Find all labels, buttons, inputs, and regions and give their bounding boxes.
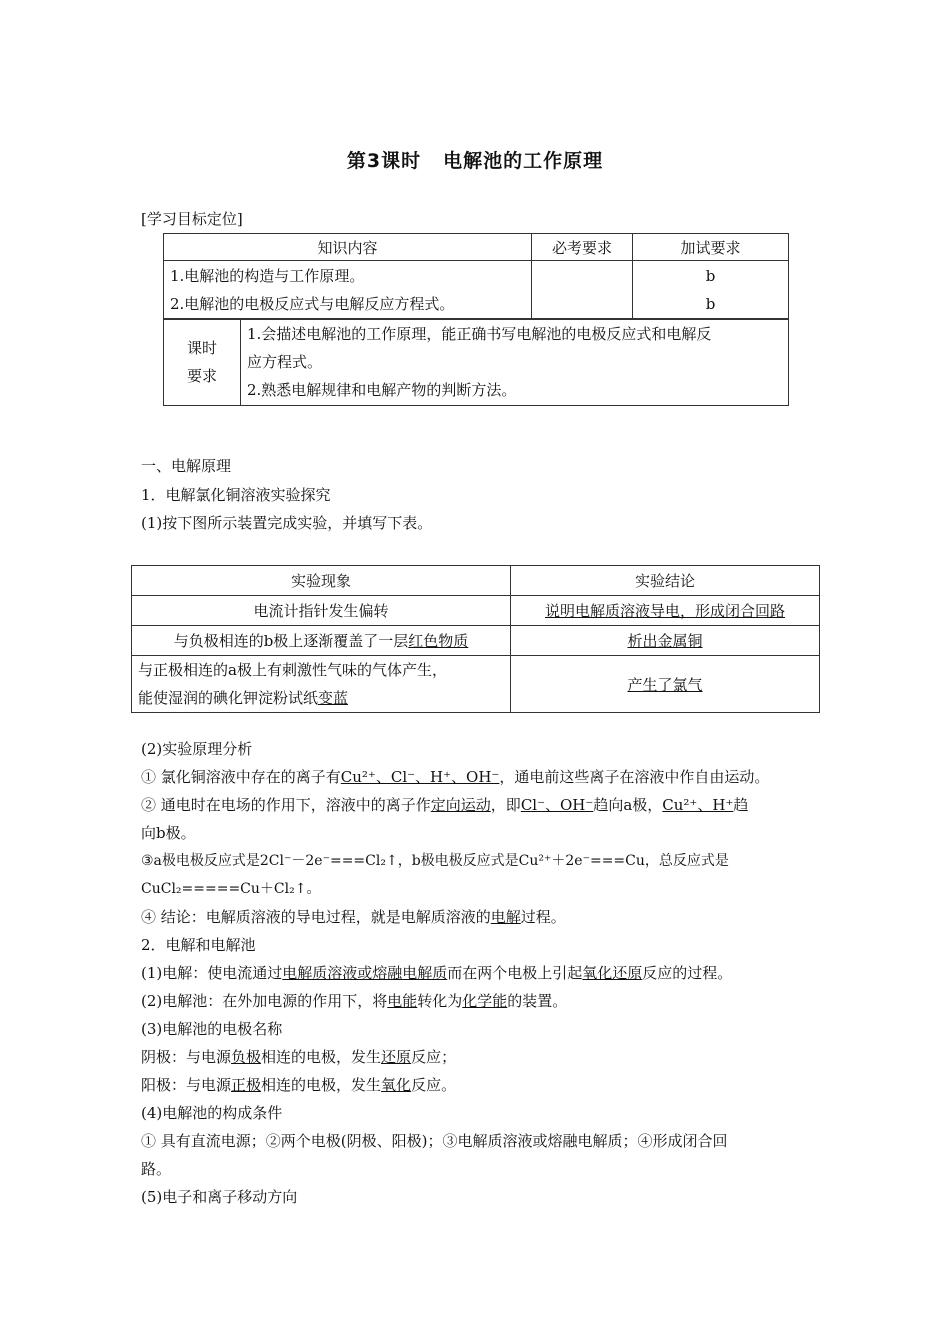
conclusion-1 <box>511 596 820 626</box>
definition-cell <box>141 987 821 1015</box>
knowledge-item: 1.电解池的构造与工作原理。 <box>170 267 365 285</box>
conditions-line-1: ① 具有直流电源；②两个电极(阴极、阳极)；③电解质溶液或熔融电解质；④形成闭合回 <box>141 1132 728 1150</box>
lesson-requirements-table <box>163 318 789 406</box>
conclusion-2 <box>511 626 820 656</box>
text: 而在两个电极上引起 <box>447 964 583 982</box>
lesson-topic: 电解池的工作原理 <box>443 150 604 172</box>
advanced-levels <box>633 261 789 320</box>
observation-1: 电流计指针发生偏转 <box>132 596 511 626</box>
required-cell <box>532 261 633 320</box>
requirement-line: 1.会描述电解池的工作原理，能正确书写电解池的电极反应式和电解反 <box>247 325 712 343</box>
text: 趋 <box>733 796 749 814</box>
knowledge-items <box>164 261 532 320</box>
conclusion-2-text: 析出金属铜 <box>627 632 703 650</box>
header-conclusion: 实验结论 <box>511 566 820 596</box>
level: b <box>705 267 716 285</box>
observation-2-text: 与负极相连的b极上逐渐覆盖了一层 <box>173 632 409 650</box>
answer: Cl⁻、OH⁻ <box>520 796 594 814</box>
requirement-line: 应方程式。 <box>247 353 323 371</box>
answer: 电解 <box>490 908 521 926</box>
observation-3-line2: 能使湿润的碘化钾淀粉试纸 <box>138 689 319 707</box>
text: 反应； <box>411 1048 457 1066</box>
analysis-line-2-cont: 向b极。 <box>141 824 196 842</box>
requirements-label-2: 要求 <box>186 367 217 385</box>
anode-definition <box>141 1071 821 1099</box>
observation-2-answer: 红色物质 <box>408 632 469 650</box>
answer: 电解质溶液或熔融电解质 <box>282 964 448 982</box>
header-knowledge: 知识内容 <box>164 234 532 261</box>
header-observation: 实验现象 <box>132 566 511 596</box>
answer: 负极 <box>231 1048 262 1066</box>
text: 阳极：与电源 <box>141 1076 232 1094</box>
requirements-text <box>241 319 789 406</box>
subsection-heading-2: 2．电解和电解池 <box>141 936 256 954</box>
level: b <box>705 295 716 313</box>
answer: 氧化还原 <box>582 964 643 982</box>
text: 过程。 <box>520 908 566 926</box>
conclusion-1-text: 说明电解质溶液导电，形成闭合回路 <box>544 602 785 620</box>
conditions-line-2: 路。 <box>141 1160 172 1178</box>
answer: 化学能 <box>462 992 508 1010</box>
header-advanced: 加试要求 <box>633 234 789 261</box>
answer: 正极 <box>231 1076 262 1094</box>
instruction: (1)按下图所示装置完成实验，并填写下表。 <box>141 514 433 532</box>
electrode-names-title: (3)电解池的电极名称 <box>141 1020 283 1038</box>
text: 转化为 <box>417 992 463 1010</box>
answer: Cu²⁺、H⁺ <box>662 796 734 814</box>
knowledge-item: 2.电解池的电极反应式与电解反应方程式。 <box>170 295 455 313</box>
analysis-line-2 <box>141 791 821 819</box>
text: 反应的过程。 <box>642 964 733 982</box>
experiment-table <box>131 565 820 713</box>
text: ，即 <box>490 796 521 814</box>
answer: 氧化 <box>381 1076 412 1094</box>
analysis-line-3: ③a极电极反应式是2Cl⁻－2e⁻===Cl₂↑，b极电极反应式是Cu²⁺＋2e⁻===Cu，总反应式是 <box>141 853 729 869</box>
observation-2 <box>132 626 511 656</box>
text: 相连的电极，发生 <box>261 1076 382 1094</box>
conclusion-3 <box>511 656 820 713</box>
text: 相连的电极，发生 <box>261 1048 382 1066</box>
conclusion-3-text: 产生了氯气 <box>627 675 703 694</box>
text: 趋向a极， <box>593 796 663 814</box>
answer: 电能 <box>387 992 418 1010</box>
page-title <box>0 146 950 173</box>
text: 的装置。 <box>507 992 568 1010</box>
analysis-line-4 <box>141 903 821 931</box>
requirement-line: 2.熟悉电解规律和电解产物的判断方法。 <box>247 381 517 399</box>
lesson-number: 第3课时 <box>346 150 422 172</box>
analysis-line-3-cont: CuCl₂=====Cu＋Cl₂↑。 <box>141 881 321 897</box>
analysis-line-1 <box>141 763 821 791</box>
text: ② 通电时在电场的作用下，溶液中的离子作 <box>141 796 431 814</box>
answer-ions: Cu²⁺、Cl⁻、H⁺、OH⁻ <box>340 768 500 786</box>
text: ④ 结论：电解质溶液的导电过程，就是电解质溶液的 <box>141 908 491 926</box>
requirements-label-1: 课时 <box>186 339 217 357</box>
definition-electrolysis <box>141 959 821 987</box>
observation-3 <box>132 656 511 713</box>
header-required: 必考要求 <box>532 234 633 261</box>
text: ，通电前这些离子在溶液中作自由运动。 <box>499 768 770 786</box>
requirements-label <box>164 319 241 406</box>
text: (2)电解池：在外加电源的作用下，将 <box>141 992 388 1010</box>
answer: 定向运动 <box>430 796 491 814</box>
movement-title: (5)电子和离子移动方向 <box>141 1188 298 1206</box>
subsection-heading: 1．电解氯化铜溶液实验探究 <box>141 486 331 504</box>
section-heading: 一、电解原理 <box>141 457 232 475</box>
cathode-definition <box>141 1043 821 1071</box>
answer: 还原 <box>381 1048 412 1066</box>
goals-label: [学习目标定位] <box>141 210 243 228</box>
analysis-title: (2)实验原理分析 <box>141 740 253 758</box>
observation-3-line1: 与正极相连的a极上有刺激性气味的气体产生， <box>138 661 447 679</box>
text: (1)电解：使电流通过 <box>141 964 283 982</box>
goals-table <box>163 233 789 320</box>
text: ① 氯化铜溶液中存在的离子有 <box>141 768 341 786</box>
text: 反应。 <box>411 1076 457 1094</box>
conditions-title: (4)电解池的构成条件 <box>141 1104 283 1122</box>
text: 阴极：与电源 <box>141 1048 232 1066</box>
observation-3-answer: 变蓝 <box>318 689 349 707</box>
